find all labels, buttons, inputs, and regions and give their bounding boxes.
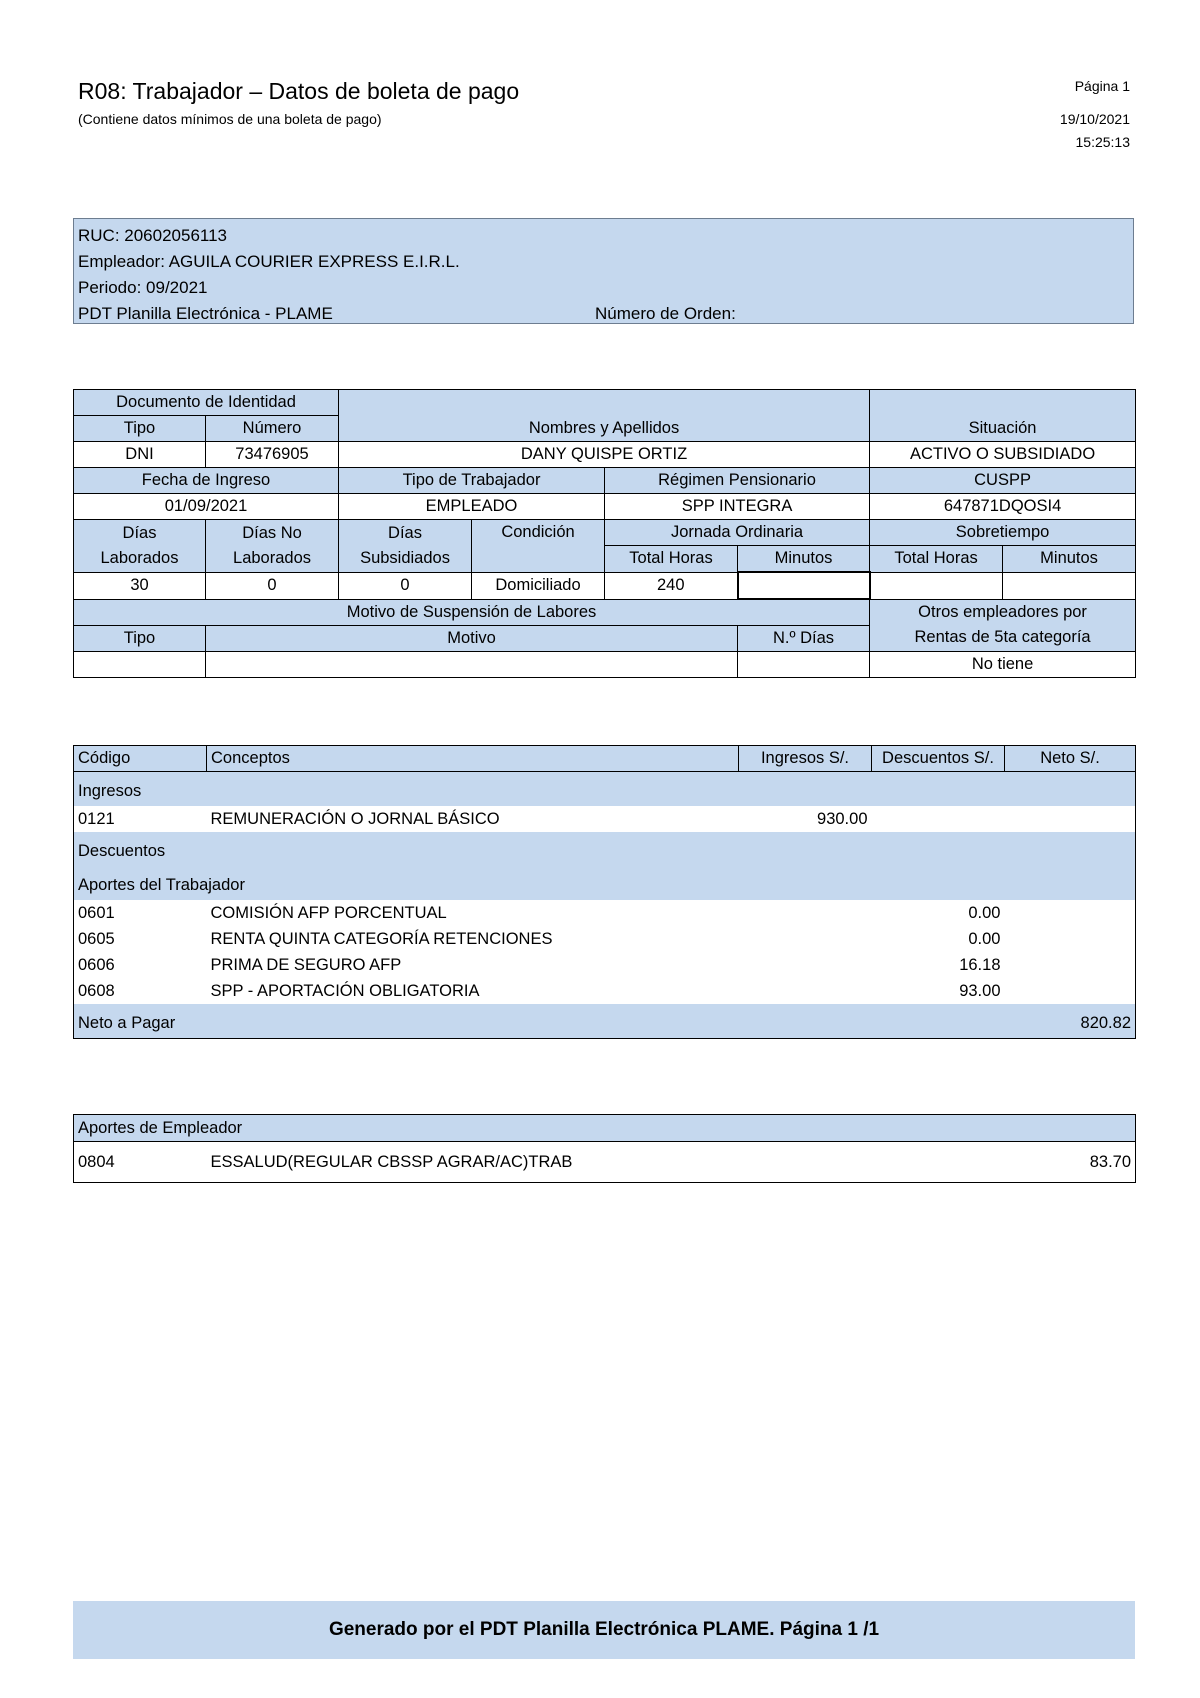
aportes-empleador-header: Aportes de Empleador xyxy=(74,1115,1136,1142)
susp-tipo-value xyxy=(74,652,206,678)
susp-tipo-header: Tipo xyxy=(74,626,206,652)
jornada-minutos-value xyxy=(738,572,870,599)
period-line: Periodo: 09/2021 xyxy=(78,278,208,297)
sobre-minutos-header: Minutos xyxy=(1003,546,1136,573)
dias-laborados-header xyxy=(74,520,206,573)
dias-subsidiados-label-1: Días xyxy=(388,523,422,542)
dias-no-laborados-header xyxy=(206,520,339,573)
otros-empleadores-label-2: Rentas de 5ta categoría xyxy=(914,628,1091,647)
aporte-amount: 0.00 xyxy=(968,904,1001,922)
susp-dias-value xyxy=(738,652,870,678)
section-ingresos: Ingresos xyxy=(78,782,142,800)
page-footer: Generado por el PDT Planilla Electrónica PLAME. Página 1 /1 xyxy=(73,1601,1135,1659)
condicion-value: Domiciliado xyxy=(472,572,605,599)
fecha-ingreso-header: Fecha de Ingreso xyxy=(74,468,339,494)
report-time: 15:25:13 xyxy=(1075,134,1130,150)
report-subtitle: (Contiene datos mínimos de una boleta de pago) xyxy=(78,111,382,127)
aporte-concept: COMISIÓN AFP PORCENTUAL xyxy=(210,904,447,922)
col-neto: Neto S/. xyxy=(1005,746,1136,772)
neto-a-pagar-value: 820.82 xyxy=(1080,1014,1131,1032)
otros-empleadores-label-1: Otros empleadores por xyxy=(918,603,1087,622)
tipo-trabajador-value: EMPLEADO xyxy=(339,494,605,520)
dias-no-laborados-label-1: Días No xyxy=(242,523,302,542)
neto-a-pagar-label: Neto a Pagar xyxy=(78,1014,176,1032)
col-codigo: Código xyxy=(74,746,207,772)
col-ingresos: Ingresos S/. xyxy=(739,746,872,772)
report-title: R08: Trabajador – Datos de boleta de pago xyxy=(78,78,520,104)
jornada-horas-value: 240 xyxy=(605,572,738,599)
aporte-concept: RENTA QUINTA CATEGORÍA RETENCIONES xyxy=(210,930,553,948)
plame-label: PDT Planilla Electrónica - PLAME xyxy=(78,304,333,323)
dias-no-laborados-value: 0 xyxy=(206,572,339,599)
order-number-label: Número de Orden: xyxy=(595,304,736,323)
dias-laborados-value: 30 xyxy=(74,572,206,599)
doc-identity-header: Documento de Identidad xyxy=(74,390,339,416)
table-row xyxy=(74,978,1136,1004)
dias-laborados-label-2: Laborados xyxy=(100,548,179,567)
cuspp-header: CUSPP xyxy=(870,468,1136,494)
condicion-header: Condición xyxy=(472,520,605,573)
employer-contrib-concept: ESSALUD(REGULAR CBSSP AGRAR/AC)TRAB xyxy=(207,1142,1005,1183)
report-date: 19/10/2021 xyxy=(1059,111,1130,127)
sobretiempo-header: Sobretiempo xyxy=(870,520,1136,546)
employer-contrib-amount: 83.70 xyxy=(1005,1142,1136,1183)
table-row xyxy=(74,806,1136,832)
jornada-header: Jornada Ordinaria xyxy=(605,520,870,546)
aporte-code: 0608 xyxy=(78,982,115,1000)
situacion-value: ACTIVO O SUBSIDIADO xyxy=(870,442,1136,468)
employer-contrib-code: 0804 xyxy=(74,1142,207,1183)
dias-subsidiados-label-2: Subsidiados xyxy=(360,548,450,567)
tipo-trabajador-header: Tipo de Trabajador xyxy=(339,468,605,494)
otros-empleadores-value: No tiene xyxy=(870,652,1136,678)
dias-no-laborados-label-2: Laborados xyxy=(233,548,311,567)
tipo-header: Tipo xyxy=(74,416,206,442)
table-row xyxy=(74,952,1136,978)
section-descuentos: Descuentos xyxy=(78,842,166,860)
col-conceptos: Conceptos xyxy=(207,746,739,772)
fecha-ingreso-value: 01/09/2021 xyxy=(74,494,339,520)
ingreso-concept: REMUNERACIÓN O JORNAL BÁSICO xyxy=(210,810,500,828)
ingreso-amount: 930.00 xyxy=(817,810,868,828)
regimen-header: Régimen Pensionario xyxy=(605,468,870,494)
employer-contributions-table xyxy=(73,1114,1136,1183)
table-row xyxy=(74,1142,1136,1183)
aporte-concept: SPP - APORTACIÓN OBLIGATORIA xyxy=(210,982,480,1000)
ruc-line: RUC: 20602056113 xyxy=(78,226,228,245)
aporte-amount: 93.00 xyxy=(959,982,1001,1000)
aporte-amount: 16.18 xyxy=(959,956,1001,974)
aporte-code: 0605 xyxy=(78,930,115,948)
names-header: Nombres y Apellidos xyxy=(339,390,870,442)
dias-subsidiados-header xyxy=(339,520,472,573)
table-row xyxy=(74,900,1136,926)
susp-dias-header: N.º Días xyxy=(738,626,870,652)
jornada-horas-header: Total Horas xyxy=(605,546,738,573)
aporte-code: 0606 xyxy=(78,956,115,974)
doc-tipo-value: DNI xyxy=(74,442,206,468)
table-row xyxy=(74,926,1136,952)
numero-header: Número xyxy=(206,416,339,442)
susp-motivo-header: Motivo xyxy=(206,626,738,652)
cuspp-value: 647871DQOSI4 xyxy=(870,494,1136,520)
situacion-header: Situación xyxy=(870,390,1136,442)
plame-line xyxy=(74,301,1133,327)
concepts-table xyxy=(73,745,1136,1039)
doc-numero-value: 73476905 xyxy=(206,442,339,468)
jornada-minutos-header: Minutos xyxy=(738,546,870,573)
section-aportes-trabajador: Aportes del Trabajador xyxy=(78,876,245,894)
dias-laborados-label-1: Días xyxy=(122,523,157,542)
aporte-amount: 0.00 xyxy=(968,930,1001,948)
ingreso-code: 0121 xyxy=(78,810,115,828)
sobre-horas-value xyxy=(870,572,1003,599)
page-number: Página 1 xyxy=(1074,78,1130,94)
aporte-concept: PRIMA DE SEGURO AFP xyxy=(210,956,402,974)
dias-subsidiados-value: 0 xyxy=(339,572,472,599)
sobre-minutos-value xyxy=(1003,572,1136,599)
col-descuentos: Descuentos S/. xyxy=(872,746,1005,772)
susp-motivo-value xyxy=(206,652,738,678)
worker-data-table xyxy=(73,389,1136,678)
suspension-header: Motivo de Suspensión de Labores xyxy=(74,599,870,626)
regimen-value: SPP INTEGRA xyxy=(605,494,870,520)
sobre-horas-header: Total Horas xyxy=(870,546,1003,573)
employer-line: Empleador: AGUILA COURIER EXPRESS E.I.R.L. xyxy=(78,252,460,271)
employer-info-box xyxy=(73,218,1134,324)
worker-name-value: DANY QUISPE ORTIZ xyxy=(339,442,870,468)
aporte-code: 0601 xyxy=(78,904,115,922)
otros-empleadores-header xyxy=(870,599,1136,652)
